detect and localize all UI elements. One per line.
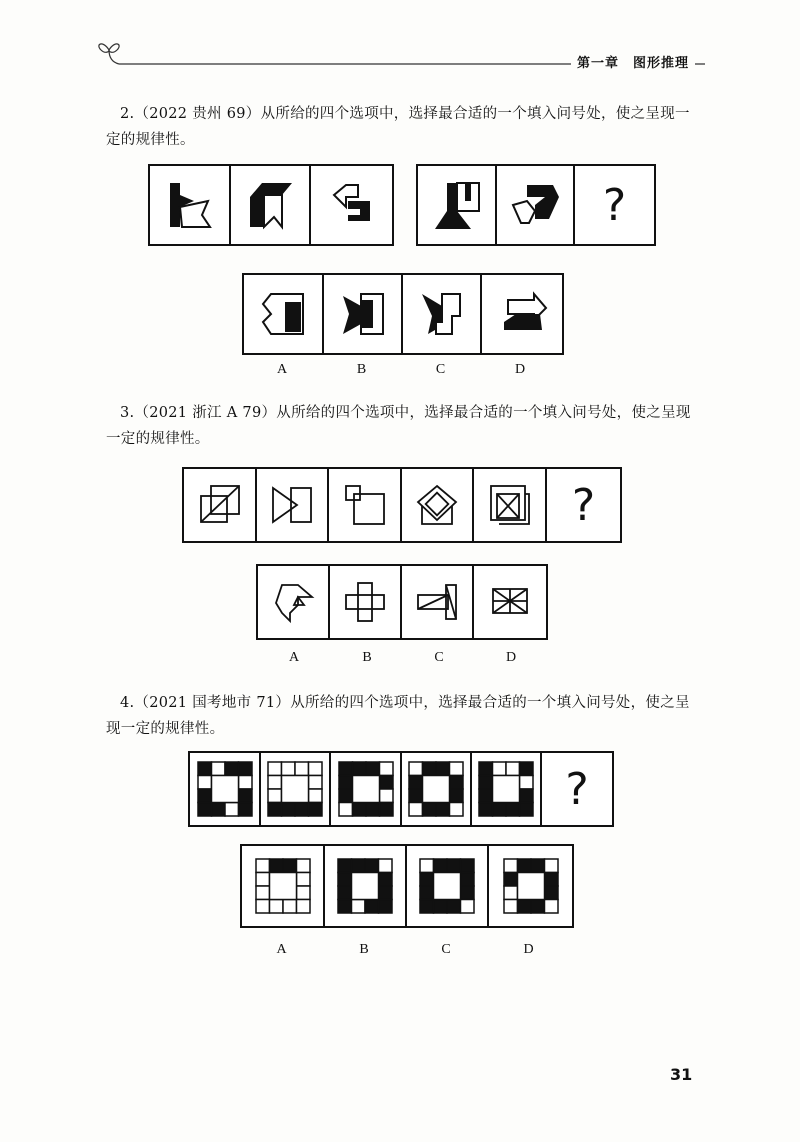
chapter-title: 第一章 图形推理 (571, 52, 695, 71)
grid-cell (493, 803, 507, 817)
grid-cell (520, 762, 534, 776)
q4-figure-1 (190, 753, 261, 825)
grid-cell (520, 803, 534, 817)
grid-cell (447, 859, 461, 873)
grid-cell (420, 859, 434, 873)
q4-options (240, 844, 574, 928)
grid-cell (504, 900, 518, 914)
grid-cell (520, 789, 534, 803)
grid-cell (198, 803, 212, 817)
q4-figure-3 (331, 753, 402, 825)
grid-center (269, 873, 296, 900)
option-label-c: C (441, 942, 451, 957)
option-label-a: A (276, 942, 287, 957)
grid-cell (352, 803, 366, 817)
grid-cell (423, 762, 437, 776)
grid-cell (420, 873, 434, 887)
grid-cell (283, 900, 297, 914)
question-mark: ? (602, 179, 627, 231)
q2-option-labels (242, 362, 562, 378)
grid-center (493, 776, 520, 803)
grid-cell (434, 859, 448, 873)
grid-cell (225, 762, 239, 776)
grid-cell (282, 762, 296, 776)
grid-cell (461, 886, 475, 900)
grid-cell (379, 762, 393, 776)
grid-cell (268, 803, 282, 817)
q2-figure-4 (418, 166, 497, 244)
grid-cell (479, 789, 493, 803)
grid-cell (461, 873, 475, 887)
grid-cell (211, 803, 225, 817)
grid-cell (238, 803, 252, 817)
option-label-b: B (356, 362, 367, 377)
grid-cell (309, 789, 323, 803)
grid-cell (338, 859, 352, 873)
q3-figure-5 (474, 469, 547, 541)
option-label-c: C (435, 362, 446, 377)
grid-cell (295, 762, 309, 776)
grid-cell (296, 859, 310, 873)
grid-cell (225, 803, 239, 817)
grid-cell (531, 900, 545, 914)
grid-cell (268, 776, 282, 790)
grid-cell (309, 776, 323, 790)
option-label-d: D (514, 362, 526, 377)
grid-cell (504, 873, 518, 887)
q2-figure-3 (311, 166, 392, 244)
grid-cell (379, 776, 393, 790)
q3-option-labels (256, 650, 546, 666)
q4-option-c[interactable] (407, 846, 489, 926)
grid-cell (544, 886, 558, 900)
grid-cell (282, 803, 296, 817)
q2-figure-1 (150, 166, 231, 244)
grid-cell (268, 762, 282, 776)
grid-cell (504, 859, 518, 873)
grid-cell (296, 900, 310, 914)
grid-cell (365, 859, 379, 873)
q2-figure-2 (231, 166, 311, 244)
grid-cell (339, 789, 353, 803)
q3-option-c[interactable] (402, 566, 474, 638)
grid-cell (379, 789, 393, 803)
grid-cell (461, 859, 475, 873)
grid-cell (493, 762, 507, 776)
grid-cell (517, 859, 531, 873)
question-2-text: 2.（2022 贵州 69）从所给的四个选项中，选择最合适的一个填入问号处，使之呈现一定的规律性。 (106, 106, 690, 148)
grid-cell (479, 762, 493, 776)
q4-option-a[interactable] (242, 846, 325, 926)
q2-option-a[interactable] (244, 275, 324, 353)
grid-cell (256, 900, 270, 914)
q3-sequence (182, 467, 622, 543)
grid-cell (198, 789, 212, 803)
grid-center (434, 873, 461, 900)
option-label-d: D (523, 942, 534, 957)
grid-cell (339, 803, 353, 817)
grid-cell (436, 762, 450, 776)
grid-cell (296, 873, 310, 887)
grid-cell (461, 900, 475, 914)
grid-cell (450, 803, 464, 817)
q2-option-b[interactable] (324, 275, 403, 353)
q3-question-cell (547, 469, 620, 541)
q4-option-d[interactable] (489, 846, 572, 926)
q2-question-cell (575, 166, 654, 244)
grid-center (423, 776, 450, 803)
q3-figure-1 (184, 469, 257, 541)
grid-cell (309, 803, 323, 817)
grid-cell (544, 900, 558, 914)
q3-figure-4 (402, 469, 474, 541)
q3-option-b[interactable] (330, 566, 402, 638)
grid-cell (256, 873, 270, 887)
grid-cell (338, 886, 352, 900)
grid-cell (379, 886, 393, 900)
grid-cell (256, 886, 270, 900)
option-label-a: A (288, 650, 300, 665)
grid-center (352, 873, 379, 900)
grid-cell (436, 803, 450, 817)
q2-sequence-right (416, 164, 656, 246)
grid-cell (352, 900, 366, 914)
grid-cell (339, 776, 353, 790)
q3-figure-3 (329, 469, 402, 541)
q2-option-c[interactable] (403, 275, 482, 353)
grid-cell (338, 900, 352, 914)
question-mark: ? (571, 479, 596, 531)
option-label-c: C (434, 650, 444, 665)
q4-option-labels (240, 942, 570, 958)
q4-sequence (188, 751, 614, 827)
q4-question-cell (542, 753, 612, 825)
q3-option-a[interactable] (258, 566, 330, 638)
grid-cell (423, 803, 437, 817)
q3-options (256, 564, 548, 640)
grid-cell (531, 859, 545, 873)
grid-cell (379, 859, 393, 873)
grid-cell (506, 762, 520, 776)
q4-figure-4 (402, 753, 472, 825)
grid-cell (283, 859, 297, 873)
grid-cell (379, 873, 393, 887)
grid-center (211, 776, 238, 803)
grid-cell (365, 900, 379, 914)
grid-cell (504, 886, 518, 900)
grid-cell (420, 886, 434, 900)
grid-center (517, 873, 544, 900)
grid-cell (450, 776, 464, 790)
grid-cell (409, 762, 423, 776)
q4-figure-5 (472, 753, 542, 825)
grid-cell (238, 776, 252, 790)
grid-cell (238, 789, 252, 803)
grid-cell (366, 803, 380, 817)
grid-cell (256, 859, 270, 873)
grid-cell (409, 803, 423, 817)
q4-option-b[interactable] (325, 846, 407, 926)
q2-option-d[interactable] (482, 275, 562, 353)
page-number: 31 (670, 1065, 693, 1084)
grid-cell (479, 776, 493, 790)
grid-cell (520, 776, 534, 790)
grid-cell (309, 762, 323, 776)
grid-cell (268, 789, 282, 803)
grid-cell (517, 900, 531, 914)
grid-cell (338, 873, 352, 887)
grid-cell (238, 762, 252, 776)
option-label-a: A (276, 362, 288, 377)
q3-option-d[interactable] (474, 566, 546, 638)
option-label-b: B (362, 650, 372, 665)
option-label-b: B (359, 942, 369, 957)
grid-cell (447, 900, 461, 914)
grid-cell (295, 803, 309, 817)
grid-cell (379, 803, 393, 817)
grid-cell (198, 762, 212, 776)
grid-cell (506, 803, 520, 817)
grid-cell (544, 859, 558, 873)
question-4-text: 4.（2021 国考地市 71）从所给的四个选项中，选择最合适的一个填入问号处，使之呈现一定的规律性。 (106, 695, 690, 737)
question-3-text: 3.（2021 浙江 A 79）从所给的四个选项中，选择最合适的一个填入问号处，使之呈现一定的规律性。 (106, 405, 691, 447)
grid-cell (352, 859, 366, 873)
grid-cell (479, 803, 493, 817)
grid-cell (366, 762, 380, 776)
grid-cell (339, 762, 353, 776)
q2-sequence-left (148, 164, 394, 246)
grid-cell (269, 900, 283, 914)
grid-center (282, 776, 309, 803)
q3-figure-2 (257, 469, 329, 541)
grid-cell (296, 886, 310, 900)
sprout-icon (99, 44, 119, 64)
grid-cell (420, 900, 434, 914)
grid-cell (409, 776, 423, 790)
grid-cell (211, 762, 225, 776)
grid-cell (409, 789, 423, 803)
grid-cell (434, 900, 448, 914)
question-mark: ? (565, 763, 589, 815)
grid-cell (269, 859, 283, 873)
grid-cell (352, 762, 366, 776)
option-label-d: D (505, 650, 517, 665)
grid-cell (450, 762, 464, 776)
grid-cell (544, 873, 558, 887)
grid-center (352, 776, 379, 803)
grid-cell (198, 776, 212, 790)
q2-figure-5 (497, 166, 575, 244)
q2-options (242, 273, 564, 355)
grid-cell (379, 900, 393, 914)
page-header (95, 36, 705, 76)
q4-figure-2 (261, 753, 331, 825)
grid-cell (450, 789, 464, 803)
